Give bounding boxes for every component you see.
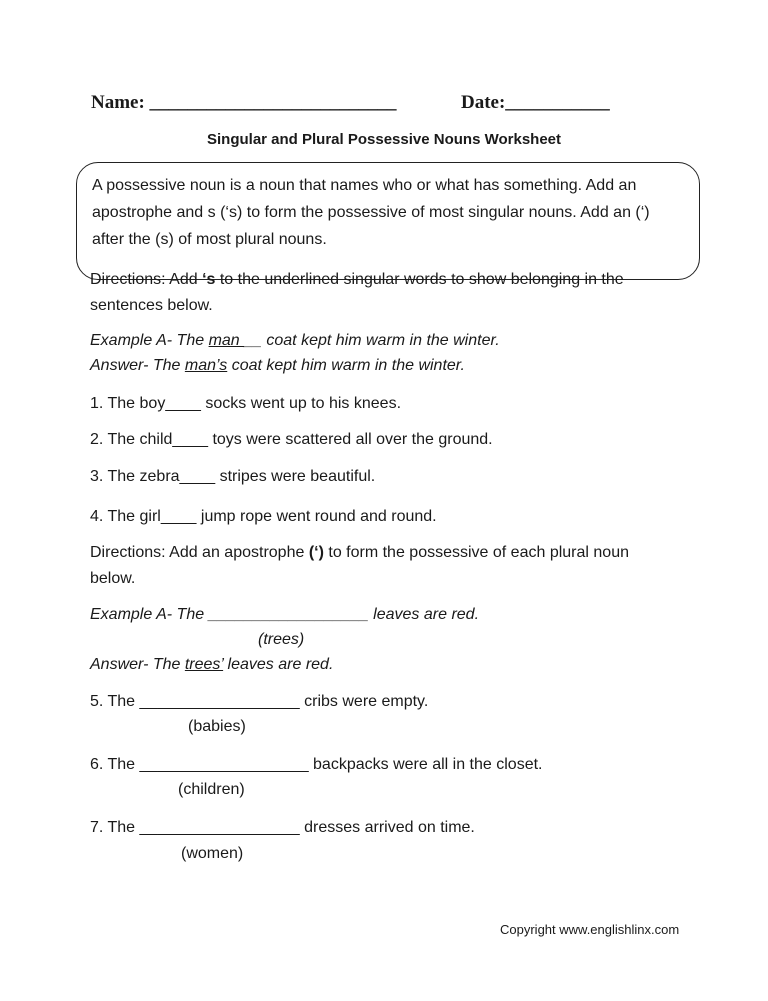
directions-1-line-1 <box>90 271 624 289</box>
example-a-1-suffix: coat kept him warm in the winter. <box>261 332 500 349</box>
directions-1-line-2: sentences below. <box>90 297 213 314</box>
directions-2-prefix: Directions: Add an apostrophe <box>90 544 309 561</box>
directions-1-prefix: Directions: Add <box>90 271 203 288</box>
answer-1-underlined: man’s <box>184 357 228 374</box>
directions-2-suffix: to form the possessive of each plural noun <box>323 544 629 561</box>
question-2[interactable]: 2. The child____ toys were scattered all over the ground. <box>90 431 493 448</box>
answer-1-prefix: Answer- The <box>90 357 185 374</box>
example-a-2: Example A- The __________________ leaves are red. <box>90 606 480 623</box>
directions-2-line-2: below. <box>90 570 136 587</box>
copyright-text: Copyright www.englishlinx.com <box>500 922 680 937</box>
answer-2 <box>90 656 333 674</box>
directions-2-line-1 <box>90 544 629 562</box>
question-4[interactable]: 4. The girl____ jump rope went round and round. <box>90 508 437 525</box>
example-a-2-hint: (trees) <box>258 631 305 648</box>
answer-1 <box>90 357 465 375</box>
question-6[interactable]: 6. The ___________________ backpacks were all in the closet. <box>90 756 543 773</box>
directions-1-suffix: to the underlined singular words to show belonging in the <box>215 271 624 288</box>
definition-line-1: A possessive noun is a noun that names who or what has something. Add an <box>92 177 637 194</box>
worksheet-title: Singular and Plural Possessive Nouns Worksheet <box>207 131 562 148</box>
answer-2-suffix: leaves are red. <box>223 656 334 673</box>
answer-2-underlined: trees’ <box>184 656 224 673</box>
directions-1-mark: ‘s <box>202 271 216 288</box>
example-a-1-prefix: Example A- The <box>90 332 209 349</box>
question-5-hint: (babies) <box>188 718 246 735</box>
definition-line-3: after the (s) of most plural nouns. <box>92 231 327 248</box>
example-a-1 <box>90 332 500 350</box>
answer-2-prefix: Answer- The <box>90 656 185 673</box>
question-6-hint: (children) <box>178 781 245 798</box>
example-a-1-blank: __ <box>244 332 262 349</box>
example-a-1-underlined: man <box>208 332 245 349</box>
date-field[interactable]: Date:___________ <box>461 92 610 113</box>
name-field[interactable]: Name: __________________________ <box>91 92 397 113</box>
question-7[interactable]: 7. The __________________ dresses arrived on time. <box>90 819 475 836</box>
answer-1-suffix: coat kept him warm in the winter. <box>227 357 465 374</box>
question-5[interactable]: 5. The __________________ cribs were empty. <box>90 693 429 710</box>
question-1[interactable]: 1. The boy____ socks went up to his knees. <box>90 395 402 412</box>
question-3[interactable]: 3. The zebra____ stripes were beautiful. <box>90 468 376 485</box>
definition-line-2: apostrophe and s (‘s) to form the possessive of most singular nouns. Add an (‘) <box>92 204 650 221</box>
question-7-hint: (women) <box>181 845 244 862</box>
directions-2-mark: (‘) <box>308 544 324 561</box>
